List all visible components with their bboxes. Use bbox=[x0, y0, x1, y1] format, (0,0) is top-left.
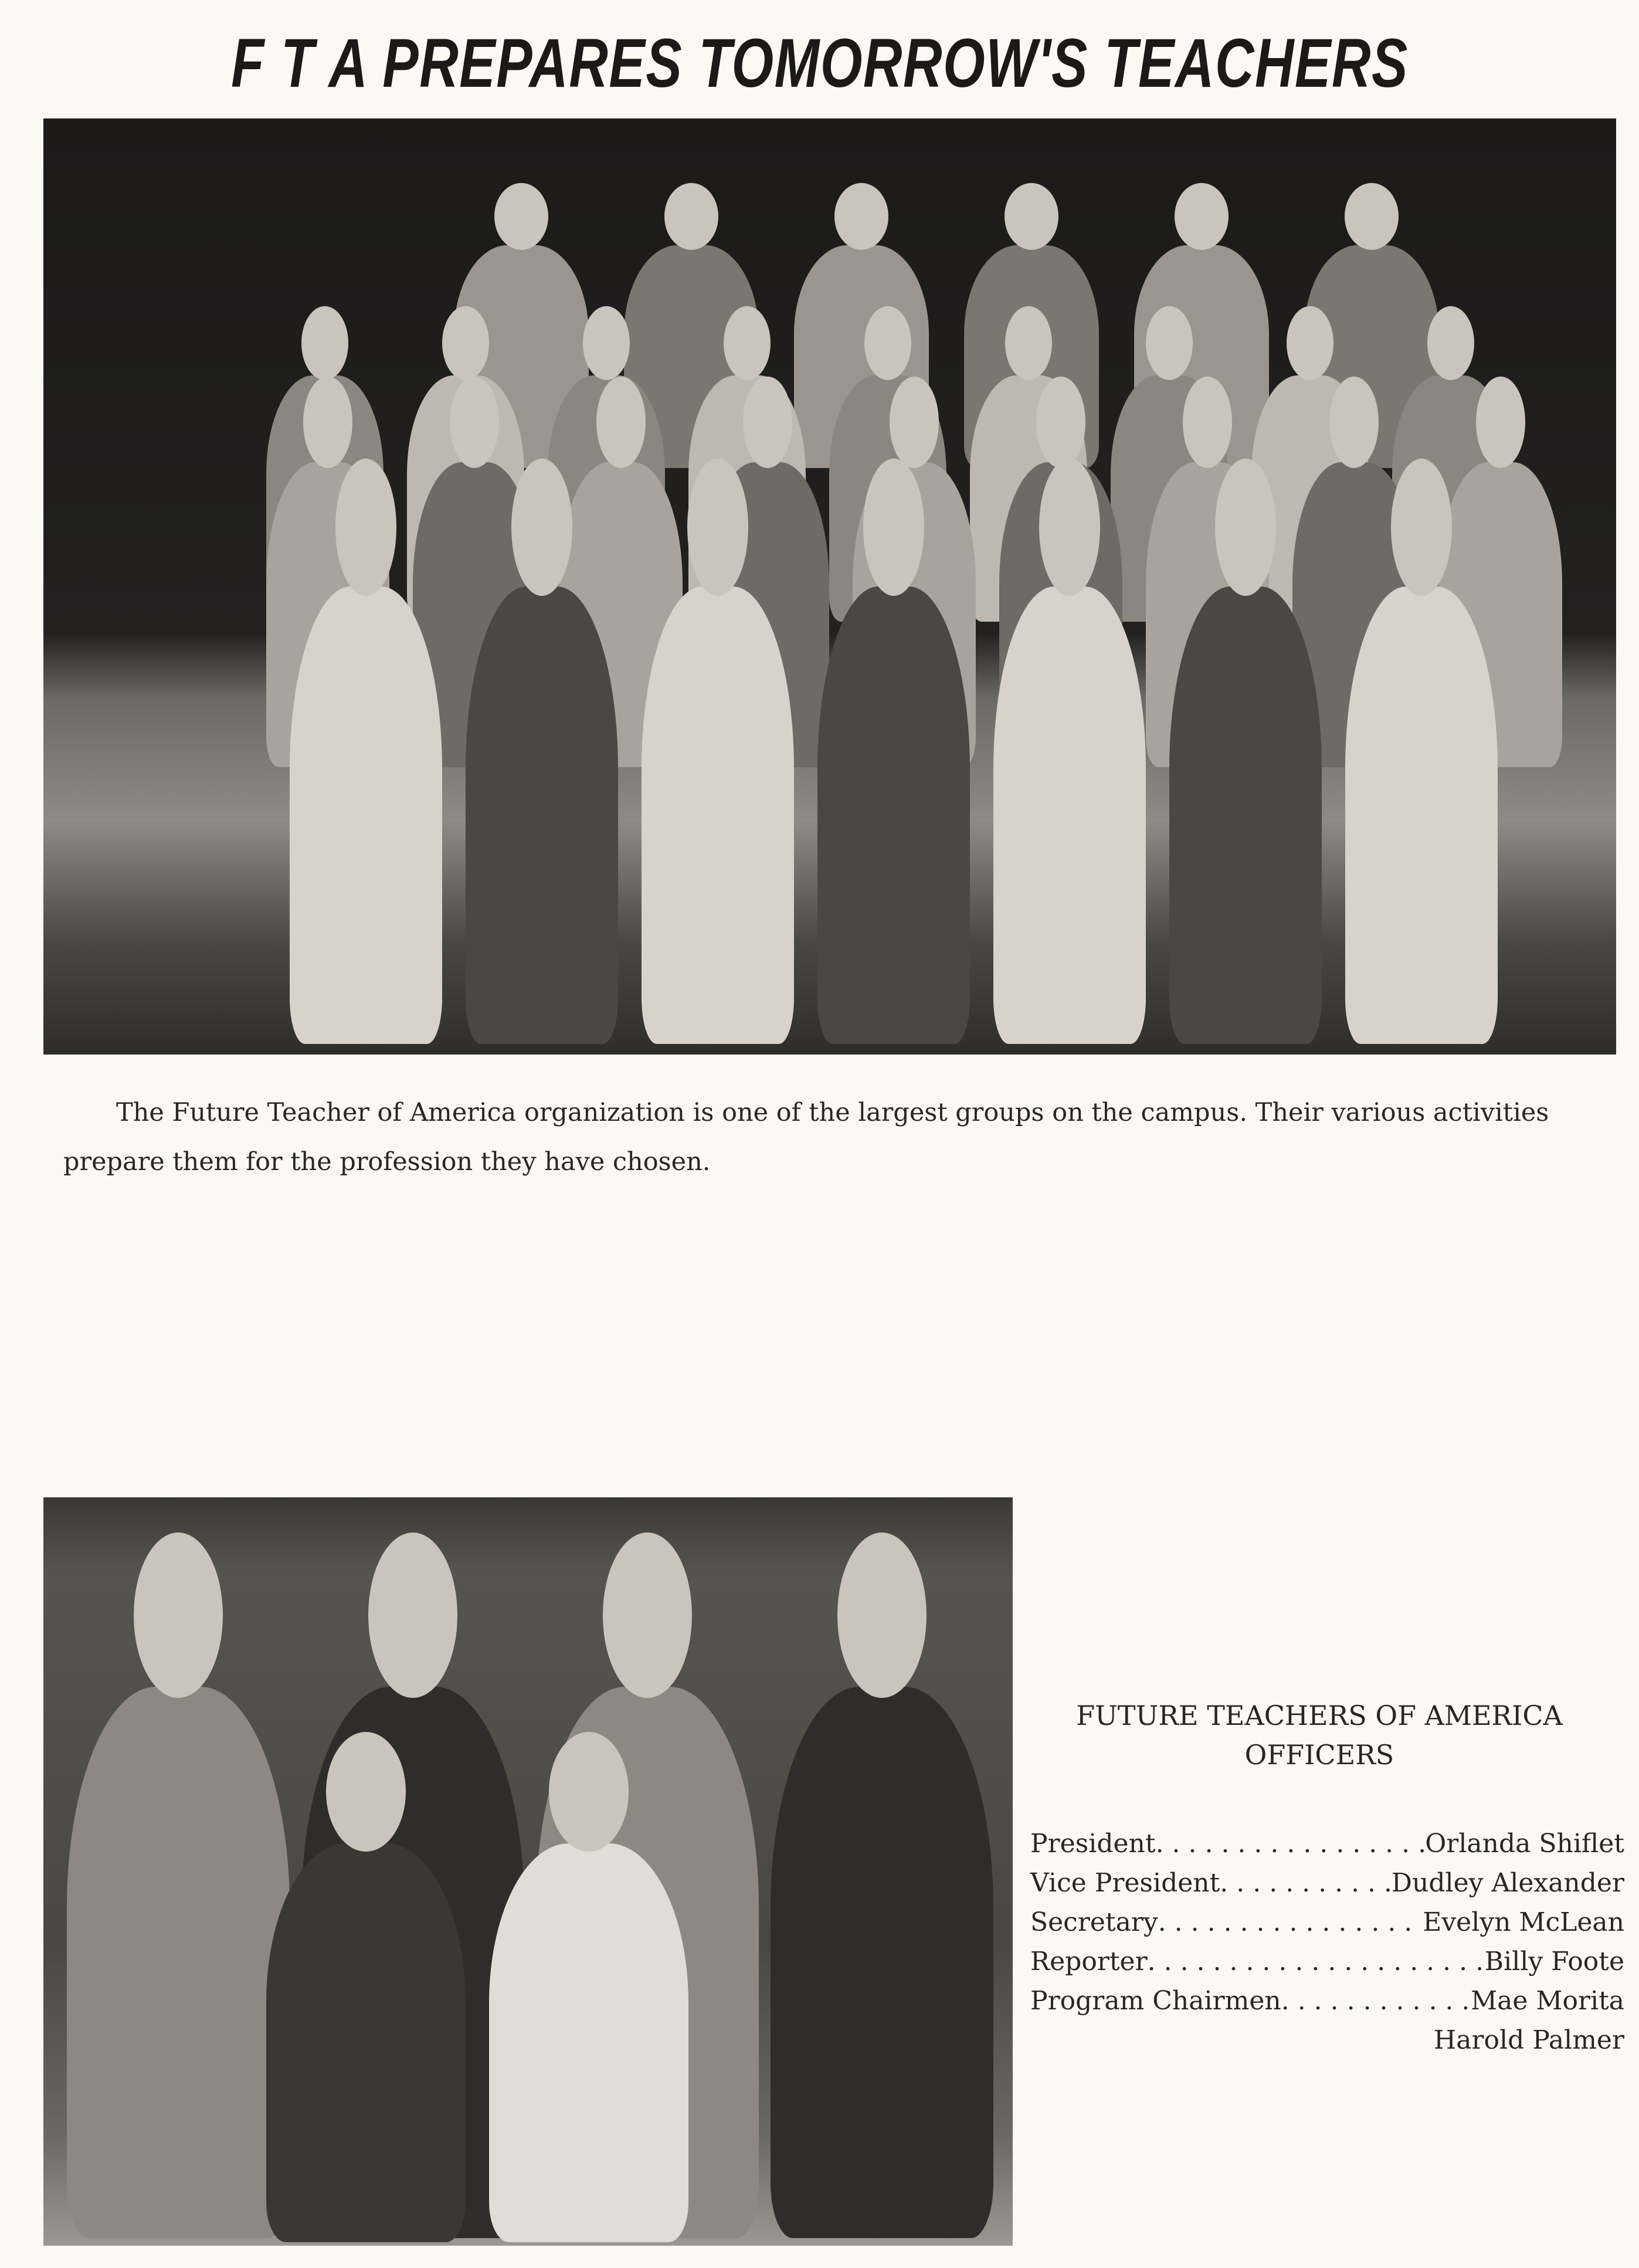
person-figure bbox=[1169, 587, 1322, 1044]
officer-name: Evelyn McLean bbox=[1423, 1907, 1624, 1937]
person-head bbox=[1476, 377, 1525, 468]
person-head bbox=[603, 1533, 692, 1698]
person-head bbox=[1427, 306, 1474, 380]
officer-name: Billy Foote bbox=[1484, 1947, 1624, 1977]
person-head bbox=[596, 377, 646, 468]
person-figure bbox=[466, 587, 618, 1044]
person-head bbox=[1183, 377, 1232, 468]
officer-role: Reporter bbox=[1030, 1947, 1148, 1977]
person-figure bbox=[771, 1687, 993, 2238]
person-head bbox=[837, 1533, 927, 1698]
page-title: F T A PREPARES TOMORROW'S TEACHERS bbox=[231, 25, 1409, 102]
officer-row bbox=[1030, 1829, 1624, 1868]
officers-heading bbox=[1032, 1696, 1607, 1775]
person-head bbox=[303, 377, 352, 468]
officers-photo bbox=[43, 1497, 1013, 2246]
person-head bbox=[301, 306, 348, 380]
person-head bbox=[1039, 459, 1100, 596]
officers-heading-line1: FUTURE TEACHERS OF AMERICA bbox=[1076, 1700, 1563, 1731]
person-head bbox=[1175, 183, 1229, 250]
leader-dots bbox=[1158, 1907, 1423, 1937]
person-head bbox=[1391, 459, 1452, 596]
person-head bbox=[335, 459, 396, 596]
officer-row bbox=[1030, 2025, 1624, 2064]
person-head bbox=[834, 183, 888, 250]
group-photo bbox=[43, 118, 1616, 1055]
person-figure bbox=[817, 587, 970, 1044]
officer-name: Orlanda Shiflet bbox=[1425, 1829, 1624, 1859]
leader-dots bbox=[1220, 1868, 1391, 1898]
person-head bbox=[511, 459, 572, 596]
person-head bbox=[1005, 183, 1058, 250]
officer-row bbox=[1030, 1947, 1624, 1986]
officer-row bbox=[1030, 1986, 1624, 2025]
person-head bbox=[368, 1533, 457, 1698]
person-head bbox=[1036, 377, 1085, 468]
officer-role: Program Chairmen bbox=[1030, 1986, 1281, 2016]
person-head bbox=[664, 183, 718, 250]
person-head bbox=[890, 377, 939, 468]
person-head bbox=[326, 1732, 406, 1852]
photo-caption: The Future Teacher of America organization is one of the largest groups on the campus. Their various activities prepare them for the profession they have chosen. bbox=[63, 1098, 1549, 1177]
officer-role: Vice President bbox=[1030, 1868, 1220, 1898]
officer-row bbox=[1030, 1868, 1624, 1907]
officer-row bbox=[1030, 1907, 1624, 1947]
leader-dots bbox=[1281, 1986, 1471, 2016]
person-figure bbox=[290, 587, 442, 1044]
officers-list bbox=[1030, 1829, 1624, 2064]
person-head bbox=[442, 306, 489, 380]
person-head bbox=[724, 306, 771, 380]
person-figure bbox=[67, 1687, 290, 2238]
person-head bbox=[864, 306, 911, 380]
officer-role: Secretary bbox=[1030, 1907, 1158, 1937]
person-head bbox=[1329, 377, 1379, 468]
person-figure bbox=[642, 587, 794, 1044]
person-head bbox=[1287, 306, 1333, 380]
person-head bbox=[1345, 183, 1399, 250]
person-head bbox=[134, 1533, 223, 1698]
officer-name: Harold Palmer bbox=[1433, 2025, 1624, 2055]
leader-dots bbox=[1156, 1829, 1426, 1859]
person-head bbox=[494, 183, 548, 250]
person-head bbox=[863, 459, 924, 596]
person-head bbox=[450, 377, 499, 468]
person-head bbox=[687, 459, 748, 596]
person-head bbox=[743, 377, 792, 468]
person-head bbox=[549, 1732, 629, 1852]
person-head bbox=[1146, 306, 1193, 380]
person-figure bbox=[266, 1843, 466, 2242]
person-head bbox=[583, 306, 630, 380]
person-figure bbox=[1345, 587, 1498, 1044]
leader-dots bbox=[1148, 1947, 1485, 1977]
officer-name: Mae Morita bbox=[1471, 1986, 1624, 2016]
officer-role: President bbox=[1030, 1829, 1156, 1859]
officer-name: Dudley Alexander bbox=[1391, 1868, 1624, 1898]
officers-heading-line2: OFFICERS bbox=[1244, 1739, 1394, 1771]
person-head bbox=[1215, 459, 1276, 596]
person-head bbox=[1005, 306, 1052, 380]
person-figure bbox=[993, 587, 1146, 1044]
person-figure bbox=[489, 1843, 688, 2242]
